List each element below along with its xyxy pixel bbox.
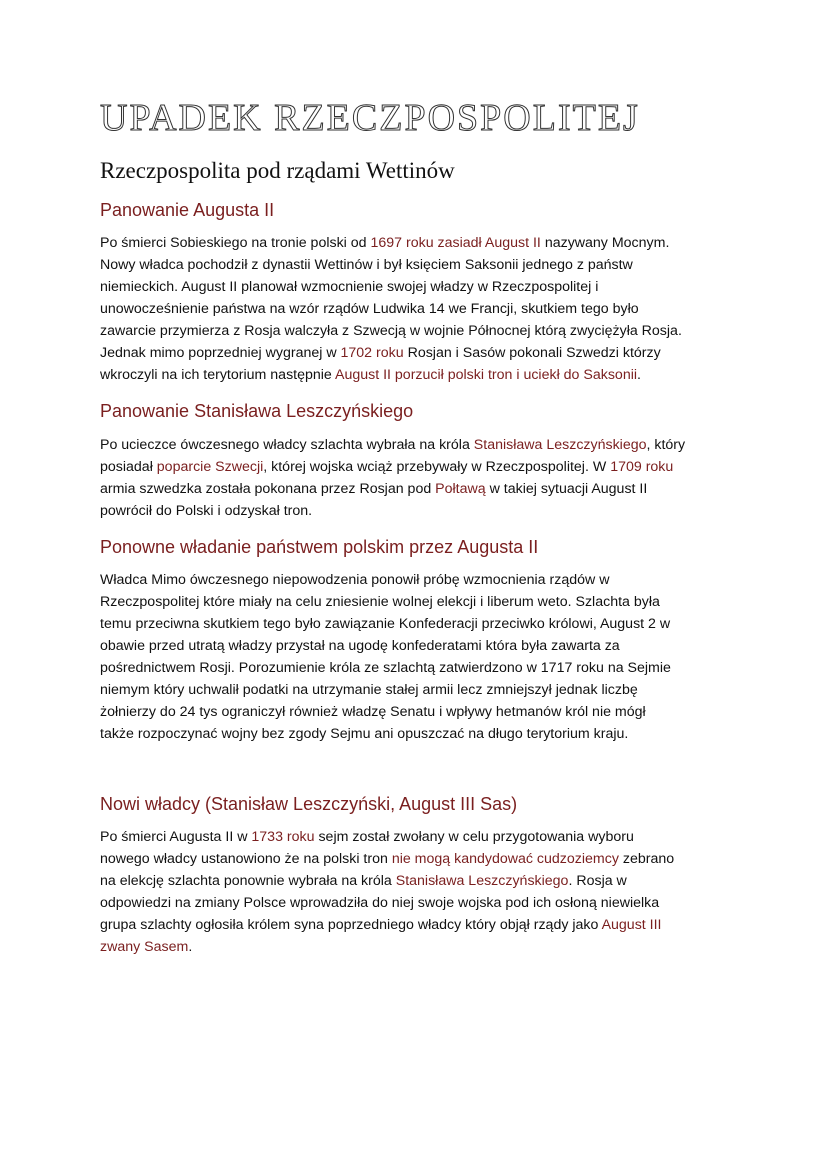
paragraph-line bbox=[100, 679, 740, 701]
body-text: Po śmierci Sobieskiego na tronie polski od bbox=[100, 235, 371, 251]
section-heading-nowi-wladcy: Nowi władcy (Stanisław Leszczyński, August III Sas) bbox=[100, 794, 518, 814]
body-text: na elekcję szlachta ponownie wybrała na króla bbox=[100, 873, 396, 889]
paragraph-line bbox=[100, 870, 740, 892]
body-text: . bbox=[188, 939, 193, 955]
highlighted-text: nie mogą kandydować cudzoziemcy bbox=[391, 851, 619, 867]
section-body-nowi-wladcy bbox=[100, 826, 740, 958]
section-body-ponowne-wladanie bbox=[100, 569, 740, 745]
highlighted-text: Stanisława Leszczyńskiego bbox=[473, 437, 647, 453]
body-text: w takiej sytuacji August II bbox=[485, 481, 648, 497]
body-text: Po śmierci Augusta II w bbox=[100, 829, 252, 845]
paragraph-line bbox=[100, 826, 740, 848]
body-text: , której wojska wciąż przebywały w Rzeczpospolitej. W bbox=[263, 459, 611, 475]
body-text: żołnierzy do 24 tys ograniczył również władzę Senatu i wpływy hetmanów król nie mógł bbox=[100, 704, 646, 720]
body-text: Nowy władca pochodził z dynastii Wettinów i był księciem Saksonii jednego z państw bbox=[100, 257, 633, 273]
paragraph-line bbox=[100, 500, 740, 522]
highlighted-text: 1702 roku bbox=[340, 345, 404, 361]
paragraph-line bbox=[100, 342, 740, 364]
body-text: pośrednictwem Rosji. Porozumienie króla ze szlachtą zatwierdzono w 1717 roku na Sejmie bbox=[100, 660, 671, 676]
highlighted-text: 1697 roku zasiadł August II bbox=[370, 235, 541, 251]
body-text: unowocześnienie państwa na wzór rządów Ludwika 14 we Francji, skutkiem tego było bbox=[100, 301, 639, 317]
paragraph-line bbox=[100, 434, 740, 456]
paragraph-line bbox=[100, 591, 740, 613]
body-text: zawarcie przymierza z Rosja walczyła z Szwecją w wojnie Północnej którą zwyciężyła Rosja. bbox=[100, 323, 682, 339]
highlighted-text: 1709 roku bbox=[610, 459, 674, 475]
section-heading-leszczynski: Panowanie Stanisława Leszczyńskiego bbox=[100, 401, 414, 421]
highlighted-text: Stanisława Leszczyńskiego bbox=[395, 873, 569, 889]
paragraph-line bbox=[100, 848, 740, 870]
document-subtitle: Rzeczpospolita pod rządami Wettinów bbox=[100, 158, 455, 183]
section-heading-ponowne-wladanie: Ponowne władanie państwem polskim przez Augusta II bbox=[100, 537, 539, 557]
body-text: zebrano bbox=[618, 851, 675, 867]
body-text: obawie przed utratą władzy przystał na ugodę konfederatami która była zawarta za bbox=[100, 638, 620, 654]
body-text: grupa szlachty ogłosiła królem syna poprzedniego władcy który objął rządy jako bbox=[100, 917, 602, 933]
highlighted-text: zwany Sasem bbox=[100, 939, 189, 955]
body-text: temu przeciwna skutkiem tego było zawiązanie Konfederacji przeciwko królowi, August 2 w bbox=[100, 616, 671, 632]
paragraph-line bbox=[100, 478, 740, 500]
paragraph-line bbox=[100, 635, 740, 657]
section-body-leszczynski bbox=[100, 434, 740, 522]
paragraph-line bbox=[100, 254, 740, 276]
document-title: UPADEK RZECZPOSPOLITEJ bbox=[100, 97, 640, 139]
highlighted-text: August II porzucił polski tron i uciekł do Saksonii bbox=[334, 367, 638, 383]
body-text: . bbox=[637, 367, 641, 383]
paragraph-line bbox=[100, 298, 740, 320]
paragraph-line bbox=[100, 613, 740, 635]
paragraph-line bbox=[100, 232, 740, 254]
paragraph-line bbox=[100, 701, 740, 723]
paragraph-line bbox=[100, 276, 740, 298]
paragraph-line bbox=[100, 320, 740, 342]
body-text: Jednak mimo poprzedniej wygranej w bbox=[100, 345, 341, 361]
body-text: niemieckich. August II planował wzmocnienie swojej władzy w Rzeczpospolitej i bbox=[100, 279, 599, 295]
highlighted-text: August III bbox=[601, 917, 662, 933]
paragraph-line bbox=[100, 936, 740, 958]
body-text: wkroczyli na ich terytorium następnie bbox=[100, 367, 335, 383]
paragraph-line bbox=[100, 456, 740, 478]
body-text: . Rosja w bbox=[568, 873, 627, 889]
body-text: Rosjan i Sasów pokonali Szwedzi którzy bbox=[403, 345, 661, 361]
paragraph-line bbox=[100, 914, 740, 936]
body-text: odpowiedzi na zmiany Polsce wprowadziła do niej swoje wojska pod ich osłoną niewielka bbox=[100, 895, 660, 911]
body-text: , który bbox=[646, 437, 686, 453]
paragraph-line bbox=[100, 657, 740, 679]
highlighted-text: poparcie Szwecji bbox=[156, 459, 264, 475]
highlighted-text: 1733 roku bbox=[251, 829, 315, 845]
paragraph-line bbox=[100, 723, 740, 745]
section-heading-augusta-ii: Panowanie Augusta II bbox=[100, 200, 275, 220]
body-text: sejm został zwołany w celu przygotowania wyboru bbox=[314, 829, 634, 845]
paragraph-line bbox=[100, 364, 740, 386]
body-text: także rozpoczynać wojny bez zgody Sejmu ani opuszczać na długo terytorium kraju. bbox=[100, 726, 629, 742]
body-text: Po ucieczce ówczesnego władcy szlachta wybrała na króla bbox=[100, 437, 474, 453]
paragraph-line bbox=[100, 892, 740, 914]
body-text: powrócił do Polski i odzyskał tron. bbox=[100, 503, 313, 519]
body-text: niemym który uchwalił podatki na utrzymanie stałej armii lecz zmniejszył jednak liczbę bbox=[100, 682, 638, 698]
body-text: posiadał bbox=[100, 459, 157, 475]
body-text: Władca Mimo ówczesnego niepowodzenia ponowił próbę wzmocnienia rządów w bbox=[100, 572, 610, 588]
highlighted-text: Połtawą bbox=[435, 481, 486, 497]
section-body-augusta-ii bbox=[100, 232, 740, 386]
paragraph-line bbox=[100, 569, 740, 591]
body-text: nowego władcy ustanowiono że na polski tron bbox=[100, 851, 392, 867]
body-text: armia szwedzka została pokonana przez Rosjan pod bbox=[100, 481, 436, 497]
body-text: Rzeczpospolitej które miały na celu zniesienie wolnej elekcji i liberum weto. Szlachta była bbox=[100, 594, 660, 610]
body-text: nazywany Mocnym. bbox=[540, 235, 670, 251]
